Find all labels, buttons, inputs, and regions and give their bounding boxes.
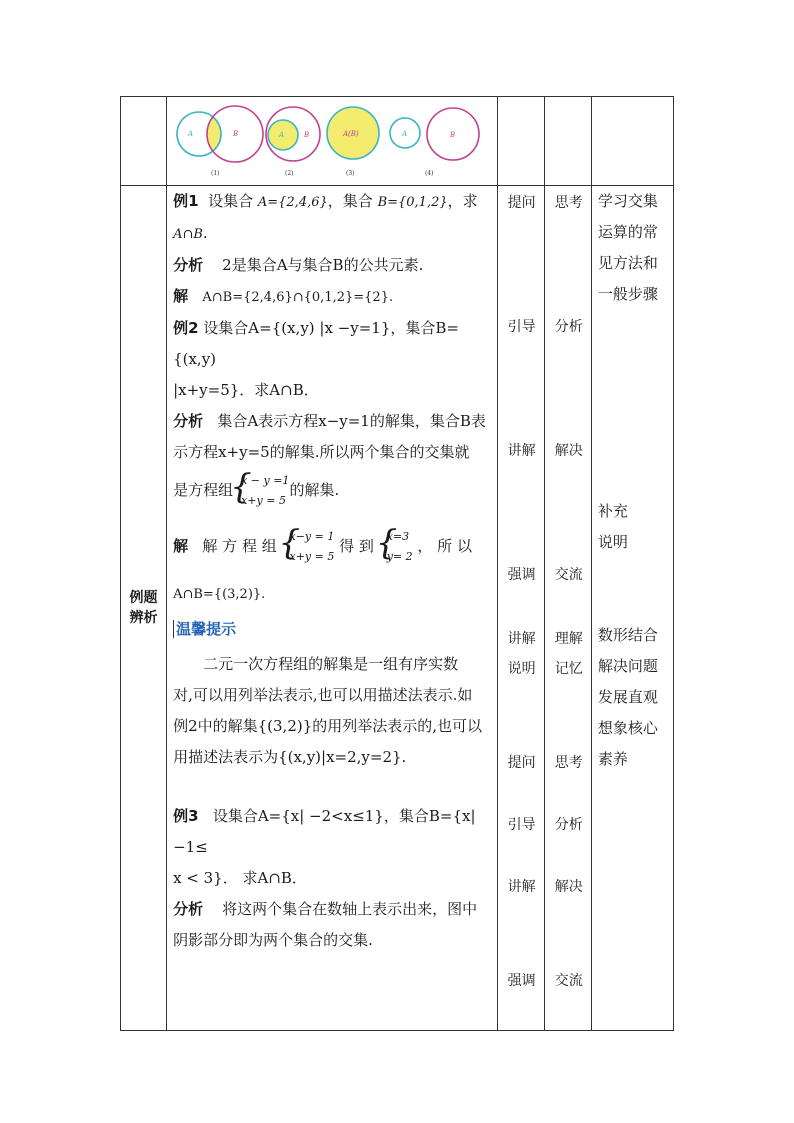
student-item: 思考 bbox=[554, 195, 583, 211]
student-item: 思考 bbox=[554, 755, 583, 771]
intent-line: 素养 bbox=[597, 750, 628, 768]
teacher-item: 引导 bbox=[507, 319, 536, 335]
tip-body bbox=[173, 649, 491, 680]
ex2-solution-text: 解 方 程 组 bbox=[202, 537, 277, 555]
ex1-analysis-text: 2是集合A与集合B的公共元素. bbox=[222, 256, 424, 274]
student-item: 解决 bbox=[554, 879, 583, 895]
ex1-end: . bbox=[202, 224, 208, 242]
analysis-label: 分析 bbox=[173, 412, 204, 430]
venn-diagrams bbox=[167, 97, 497, 181]
venn-label: A bbox=[402, 130, 408, 138]
ex2-analysis-line2 bbox=[173, 437, 491, 468]
analysis-label: 分析 bbox=[173, 256, 204, 274]
teacher-item: 讲解 bbox=[507, 631, 536, 647]
ex3-line2 bbox=[173, 863, 491, 894]
ex1-solution bbox=[173, 281, 491, 313]
ex1-text: 设集合 bbox=[208, 192, 254, 210]
teacher-item: 强调 bbox=[507, 973, 536, 989]
student-item: 交流 bbox=[554, 973, 583, 989]
venn-label: A(B) bbox=[343, 130, 359, 138]
section-label bbox=[121, 186, 167, 1031]
ex2-analysis bbox=[173, 406, 491, 437]
venn-label: B bbox=[450, 131, 456, 139]
empty-cell bbox=[591, 97, 673, 186]
empty-cell bbox=[121, 97, 167, 186]
tip-title: 温馨提示 bbox=[173, 620, 236, 638]
student-item: 记忆 bbox=[554, 661, 583, 677]
tip-body bbox=[173, 711, 491, 742]
ex1-line bbox=[173, 186, 491, 218]
ex3-label: 例3 bbox=[173, 807, 199, 825]
ex2-analysis-text: 是方程组 bbox=[173, 481, 234, 499]
venn-1 bbox=[177, 106, 263, 177]
venn-3 bbox=[327, 107, 379, 177]
ex2-line bbox=[173, 313, 491, 375]
ex2-solution bbox=[173, 518, 491, 574]
student-activity-cell bbox=[544, 186, 591, 1031]
ex2-solution-line2 bbox=[173, 578, 491, 610]
venn-4 bbox=[390, 108, 479, 177]
ex2-analysis-text: 示方程x+y=5的解集.所以两个集合的交集就 bbox=[173, 443, 470, 461]
student-item: 解决 bbox=[554, 443, 583, 459]
equation-system: { x=3 y= 2 bbox=[379, 527, 413, 567]
intent-line: 发展直观 bbox=[597, 688, 658, 706]
intent-line: 学习交集 bbox=[597, 192, 658, 210]
section-label-line1: 例题 bbox=[129, 590, 158, 606]
ex1-setB: B={0,1,2} bbox=[377, 195, 448, 210]
ex3-analysis-line2 bbox=[173, 925, 491, 956]
teacher-item: 说明 bbox=[507, 661, 536, 677]
teacher-item: 讲解 bbox=[507, 879, 536, 895]
ex2-analysis-text: 的解集. bbox=[289, 481, 340, 499]
venn-label: B bbox=[304, 131, 310, 139]
tip-text: 对,可以用列举法表示,也可以用描述法表示.如 bbox=[173, 686, 473, 704]
tip-body bbox=[173, 742, 491, 773]
ex1-solution-text: A∩B={2,4,6}∩{0,1,2}={2}. bbox=[202, 290, 394, 305]
analysis-label: 分析 bbox=[173, 900, 204, 918]
ex3-text: 设集合A={x| −2<x≤1}，集合B={x|−1≤ bbox=[173, 807, 476, 856]
venn-diagram-cell bbox=[167, 97, 498, 186]
intent-line: 数形结合 bbox=[597, 626, 658, 644]
equation-system: { x − y =1 x+y = 5 bbox=[233, 471, 289, 511]
venn-2 bbox=[266, 107, 320, 177]
ex1-text: ，求 bbox=[447, 192, 478, 210]
ex2-text: 设集合A={(x,y) |x −y=1}，集合B={(x,y) bbox=[173, 319, 459, 368]
ex3-analysis-text: 将这两个集合在数轴上表示出来，图中 bbox=[222, 900, 478, 918]
ex2-analysis-text: 集合A表示方程x−y=1的解集，集合B表 bbox=[217, 412, 486, 430]
tip-body bbox=[173, 680, 491, 711]
ex2-analysis-line3 bbox=[173, 468, 491, 512]
ex3-analysis bbox=[173, 894, 491, 925]
content-cell bbox=[167, 186, 498, 1031]
ex3-analysis-text: 阴影部分即为两个集合的交集. bbox=[173, 931, 373, 949]
lesson-table bbox=[120, 96, 674, 1031]
solution-label: 解 bbox=[173, 537, 189, 555]
tip-text: 例2中的解集{(3,2)}的用列举法表示的,也可以 bbox=[173, 717, 483, 735]
teacher-item: 讲解 bbox=[507, 443, 536, 459]
ex2-text: |x+y=5}．求A∩B． bbox=[173, 381, 319, 399]
venn-caption: (1) bbox=[211, 170, 220, 177]
ex1-ask-line bbox=[173, 218, 491, 250]
ex1-text: ，集合 bbox=[327, 192, 373, 210]
intent-line: 想象核心 bbox=[597, 719, 658, 737]
examples-content bbox=[167, 186, 497, 956]
solution-label: 解 bbox=[173, 287, 189, 305]
ex1-label: 例1 bbox=[173, 192, 199, 210]
ex1-ask: A∩B bbox=[173, 227, 203, 242]
teacher-item: 引导 bbox=[507, 817, 536, 833]
student-item: 交流 bbox=[554, 567, 583, 583]
ex2-line2 bbox=[173, 375, 491, 406]
ex2-label: 例2 bbox=[173, 319, 199, 337]
venn-label: A bbox=[279, 131, 285, 139]
ex3-text: x < 3}． 求A∩B． bbox=[173, 869, 307, 887]
student-item: 分析 bbox=[554, 817, 583, 833]
teacher-item: 提问 bbox=[507, 755, 536, 771]
ex1-setA: A={2,4,6} bbox=[257, 195, 328, 210]
ex2-solution-text: A∩B={(3,2)}. bbox=[173, 587, 266, 602]
ex2-solution-text: ， 所 以 bbox=[417, 537, 472, 555]
intent-line: 一般步骤 bbox=[597, 285, 658, 303]
ex1-analysis bbox=[173, 250, 491, 281]
ex2-solution-text: 得 到 bbox=[339, 537, 374, 555]
venn-caption: (4) bbox=[425, 170, 434, 177]
tip-title-line bbox=[173, 614, 491, 645]
student-item: 理解 bbox=[554, 631, 583, 647]
design-intent bbox=[592, 186, 673, 775]
teacher-activity-cell bbox=[497, 186, 544, 1031]
design-intent-cell bbox=[591, 186, 673, 1031]
venn-label: A bbox=[188, 130, 194, 138]
intent-line: 运算的常 bbox=[597, 223, 658, 241]
section-label-line2: 辨析 bbox=[129, 610, 158, 626]
student-item: 分析 bbox=[554, 319, 583, 335]
tip-text: 用描述法表示为{(x,y)|x=2,y=2}. bbox=[173, 748, 407, 766]
equation-system: { x−y = 1 x+y = 5 bbox=[282, 527, 335, 567]
intent-line: 解决问题 bbox=[597, 657, 658, 675]
teacher-item: 提问 bbox=[507, 195, 536, 211]
empty-cell bbox=[544, 97, 591, 186]
empty-cell bbox=[497, 97, 544, 186]
tip-text: 二元一次方程组的解集是一组有序实数 bbox=[203, 655, 459, 673]
intent-line: 见方法和 bbox=[597, 254, 658, 272]
ex3-line bbox=[173, 801, 491, 863]
venn-caption: (3) bbox=[346, 170, 355, 177]
teacher-item: 强调 bbox=[507, 567, 536, 583]
intent-line: 说明 bbox=[597, 533, 628, 551]
intent-line: 补充 bbox=[597, 502, 628, 520]
venn-caption: (2) bbox=[285, 170, 294, 177]
venn-label: B bbox=[233, 130, 239, 138]
